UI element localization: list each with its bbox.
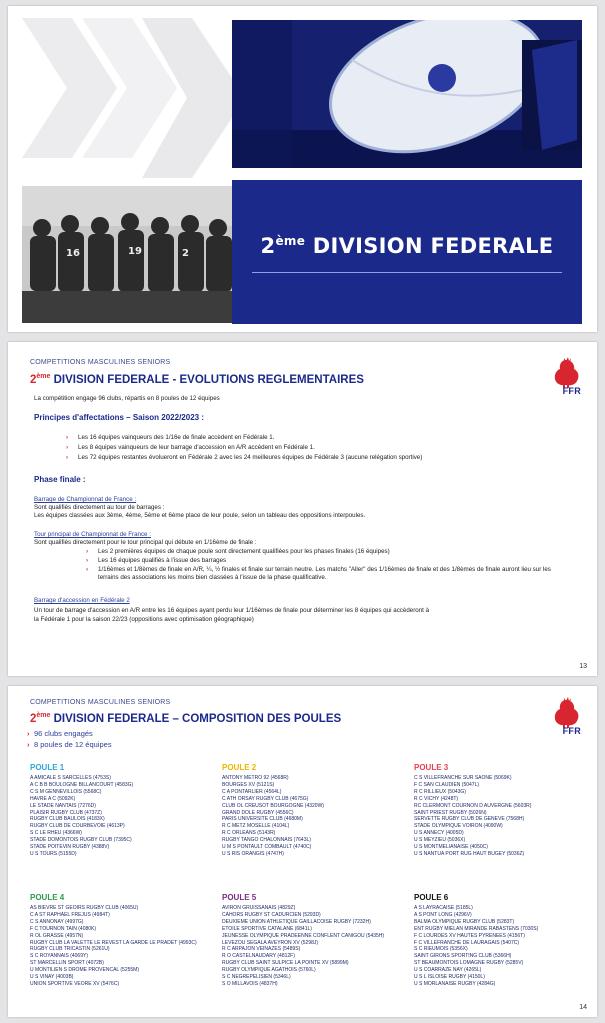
intro-text: La compétition engage 96 clubs, répartis en 8 poules de 12 équipes (34, 395, 220, 402)
club-item: U S TOURS (5155D) (30, 850, 77, 857)
summary-item: › 8 poules de 12 équipes (34, 740, 112, 749)
club-item: U S MONTMELIANAISE (4050C) (414, 844, 488, 851)
club-item: RUGBY CLUB LA VALETTE LE REVEST LA GARDE LE PRADET (4993C) (30, 939, 197, 946)
title-underline (252, 272, 562, 273)
page-number: 14 (579, 1004, 587, 1011)
club-item: RUGBY OLYMPIQUE AGATHOIS (5760L) (222, 967, 316, 974)
club-item: C S ANNONAY (4997G) (30, 918, 84, 925)
club-item: S C ROYANNAIS (4069Y) (30, 953, 88, 960)
barrage-line: Sont qualifiés directement au tour de barrages : (34, 504, 165, 511)
club-item: PARIS UNIVERSITE CLUB (4680M) (222, 816, 303, 823)
page-number: 13 (579, 663, 587, 670)
club-item: U S ANNECY (4005D) (414, 830, 464, 837)
ffr-logo-text: FFR (562, 726, 581, 736)
poule-1 (30, 763, 220, 858)
barrage-line: Les équipes classées aux 3ème, 4ème, 5ème et 6ème place de leur poule, selon un tableau des oppositions interpoules. (34, 512, 366, 519)
accession-line: la Fédérale 1 pour la saison 22/23 (oppositions avec optimisation géographique) (34, 616, 254, 623)
club-item: U S VINAY (4003B) (30, 974, 74, 981)
accession-line: Un tour de barrage d'accession en A/R entre les 16 équipes ayant perdu leur 1/16èmes de finale pour déterminer les 8 équipes qui accèderont à (34, 607, 430, 614)
club-item: C S VILLEFRANCHE SUR SAONE (5069K) (414, 775, 512, 781)
accession-title: Barrage d'accession en Fédérale 2 (34, 597, 130, 604)
svg-text:2: 2 (182, 248, 189, 259)
poule-4 (30, 893, 220, 988)
cover-title: 2ème DIVISION FEDERALE (260, 234, 554, 258)
evolutions-slide (8, 342, 597, 676)
club-item: F C VILLEFRANCHE DE LAURAGAIS (5407C) (414, 939, 520, 946)
club-item: R C METZ MOSELLE (4104L) (222, 823, 290, 830)
cover-title-box (232, 180, 582, 324)
club-item: S C RIEUMOIS (5356X) (414, 946, 468, 953)
club-item: R C RILLIEUX (5043G) (414, 788, 466, 795)
tour-item: › Les 16 équipes qualifiés à l'issue des barrages (98, 557, 568, 565)
club-item: R C ORLEANS (5143R) (222, 830, 276, 837)
club-item: DEUXIEME UNION ATHLETIQUE GAILLACOISE RUGBY (7232H) (222, 918, 371, 925)
club-item: R O CASTELNAUDARY (4812F) (222, 953, 295, 960)
club-item: RUGBY TANGO CHALONNAIS (7643L) (222, 837, 311, 844)
club-item: A S LAYRACAISE (5185L) (414, 905, 473, 911)
club-item: RUGBY CLUB BAULOIS (4183X) (30, 816, 105, 823)
club-item: SAINT PRIEST RUGBY (5026N) (414, 809, 487, 816)
summary-item: › 96 clubs engagés (34, 729, 93, 738)
ffr-logo-text: FFR (562, 386, 581, 396)
section-label: COMPETITIONS MASCULINES SENIORS (30, 359, 171, 366)
club-item: R C VICHY (4248T) (414, 795, 459, 802)
tour-item: › 1/16èmes et 1/8èmes de finale en A/R, ¼, ½ finales et finale sur terrain neutre. Les matchs "Aller" des 1/16èmes de finale et des 1/8èmes de finale auront lieu sur les terrains des associations les moins bien classées à l'issue de la phase qualificative. (98, 566, 568, 582)
club-item: ENT RUGBY MIELAN MIRANDE RABASTENS (7030S) (414, 925, 539, 932)
club-item: A C B B BOULOGNE BILLANCOURT (4583G) (30, 781, 134, 788)
slide-title: 2ème DIVISION FEDERALE – COMPOSITION DES POULES (30, 712, 342, 725)
principe-item: › Les 16 équipes vainqueurs des 1/16e de finale accèdent en Fédérale 1. (78, 434, 274, 442)
club-item: PLAISIR RUGBY CLUB (4737Z) (30, 809, 102, 816)
club-item: AVIRON GRUISSANAIS (4829Z) (222, 905, 296, 911)
club-item: STADE DOMONTOIS RUGBY CLUB (7395C) (30, 837, 132, 844)
club-item: S C LE RHEU (4366W) (30, 830, 82, 837)
cover-slide (8, 6, 597, 332)
section-label: COMPETITIONS MASCULINES SENIORS (30, 699, 171, 706)
club-item: C S M GENNEVILLOIS (5568C) (30, 788, 102, 795)
svg-text:19: 19 (128, 246, 142, 257)
club-item: U MONTILIEN S DROME PROVENCAL (5255M) (30, 967, 140, 974)
principe-item: › Les 8 équipes vainqueurs de leur barrage d'accession en A/R accèdent en Fédérale 1. (78, 444, 315, 452)
tour-item: › Les 2 premières équipes de chaque poule sont directement qualifiées pour les phases finales (16 équipes) (98, 548, 568, 556)
club-item: RUGBY CLUB DE COURBEVOIE (4613P) (30, 823, 125, 830)
poule-title: POULE 5 (222, 893, 257, 902)
slide-title: 2ème DIVISION FEDERALE - EVOLUTIONS REGLEMENTAIRES (30, 373, 364, 386)
club-item: U M S PONTAULT COMBAULT (4740C) (222, 844, 312, 851)
club-item: LEVEZOU SEGALA AVEYRON XV (5298J) (222, 939, 319, 946)
club-item: GRAND DOLE RUGBY (4556C) (222, 809, 294, 816)
club-item: ST BEAUMONTOIS LOMAGNE RUGBY (5285V) (414, 960, 524, 967)
club-item: SAINT GIRONS SPORTING CLUB (5366H) (414, 953, 512, 960)
poule-5 (222, 893, 412, 988)
team-huddle-photo (22, 186, 232, 323)
poule-3 (414, 763, 597, 858)
club-item: RUGBY CLUB SAINT SULPICE LA POINTE XV (5899M) (222, 960, 349, 967)
poule-title: POULE 4 (30, 893, 65, 902)
club-item: F C SAN CLAUDIEN (5047L) (414, 781, 480, 788)
svg-text:16: 16 (66, 248, 80, 259)
club-item: RC CLERMONT COURNON D AUVERGNE (5603R) (414, 802, 532, 809)
club-item: U S COARRAZE NAY (4265L) (414, 967, 482, 974)
poule-6 (414, 893, 597, 988)
club-item: LE STADE NANTAIS (7276D) (30, 802, 96, 809)
club-item: C ATH ORSAY RUGBY CLUB (4675G) (222, 795, 309, 802)
club-item: SERVETTE RUGBY CLUB DE GENEVE (7568H) (414, 816, 525, 823)
club-item: AS BIEVRE ST GEOIRS RUGBY CLUB (4065U) (30, 905, 139, 911)
poule-title: POULE 2 (222, 763, 257, 772)
club-item: R OL GRASSE (4957N) (30, 932, 84, 939)
club-item: HAVRE A C (5092K) (30, 795, 76, 802)
chevron-graphic (22, 18, 232, 178)
club-item: F C LOURDES XV HAUTES PYRENEES (4156T) (414, 932, 525, 939)
club-item: C A PONTARLIER (4564L) (222, 788, 282, 795)
poule-title: POULE 3 (414, 763, 449, 772)
club-item: ST MARCELLIN SPORT (4072B) (30, 960, 104, 967)
club-item: A AMICALE S SARCELLES (4753S) (30, 775, 111, 781)
club-item: ETOILE SPORTIVE CATALANE (6841L) (222, 925, 312, 932)
poule-title: POULE 1 (30, 763, 65, 772)
club-item: S O MILLAVOIS (4837H) (222, 980, 278, 987)
club-item: ANTONY METRO 92 (4568R) (222, 775, 289, 781)
tour-principal-line: Sont qualifiés directement pour le tour principal qui débute en 1/16ème de finale : (34, 539, 257, 546)
club-item: C A ST RAPHAEL FREJUS (4984T) (30, 911, 110, 918)
principes-title: Principes d'affectations – Saison 2022/2023 : (34, 413, 204, 422)
club-item: CAHORS RUGBY ST CADURCIEN (5293D) (222, 911, 321, 918)
club-item: BALMA OLYMPIQUE RUGBY CLUB (5283T) (414, 918, 515, 925)
barrage-title: Barrage de Championnat de France : (34, 496, 137, 503)
rugby-ball-photo (232, 20, 582, 168)
club-item: BOURGES XV (5121S) (222, 781, 275, 788)
club-item: U S MORLANAISE RUGBY (4284G) (414, 980, 496, 987)
club-item: CLUB OL CREUSOT BOURGOGNE (4320W) (222, 802, 324, 809)
club-item: S C NEGREPELISIEN (5346L) (222, 974, 291, 981)
club-item: JEUNESSE OLYMPIQUE PRADEENNE CONFLENT CANIGOU (5435H) (222, 932, 385, 939)
club-item: U S MEYZIEU (5036X) (414, 837, 466, 844)
club-item: RUGBY CLUB TRICASTIN (5261U) (30, 946, 110, 953)
phase-finale-title: Phase finale : (34, 475, 86, 484)
club-item: F C TOURNON TAIN (4080K) (30, 925, 97, 932)
tour-principal-title: Tour principal de Championnat de France : (34, 531, 151, 538)
club-item: A S PONT LONG (4296V) (414, 911, 472, 918)
club-item: U S RIS ORANGIS (4747H) (222, 850, 284, 857)
club-item: U S L ISLOISE RUGBY (4150L) (414, 974, 485, 981)
poules-slide (8, 686, 597, 1017)
poule-2 (222, 763, 412, 858)
club-item: R C ARPAJON VEINAZES (5489S) (222, 946, 301, 953)
poule-title: POULE 6 (414, 893, 449, 902)
principe-item: › Les 72 équipes restantes évolueront en Fédérale 2 avec les 24 meilleures équipes de Fédérale 3 (aucune relégation sportive) (78, 454, 422, 462)
club-item: UNION SPORTIVE VEORE XV (5476C) (30, 980, 120, 987)
club-item: STADE POITEVIN RUGBY (4388V) (30, 844, 110, 851)
club-item: U S NANTUA PORT RUG HAUT BUGEY (5036Z) (414, 850, 525, 857)
club-item: STADE OLYMPIQUE VOIRON (4090W) (414, 823, 503, 830)
